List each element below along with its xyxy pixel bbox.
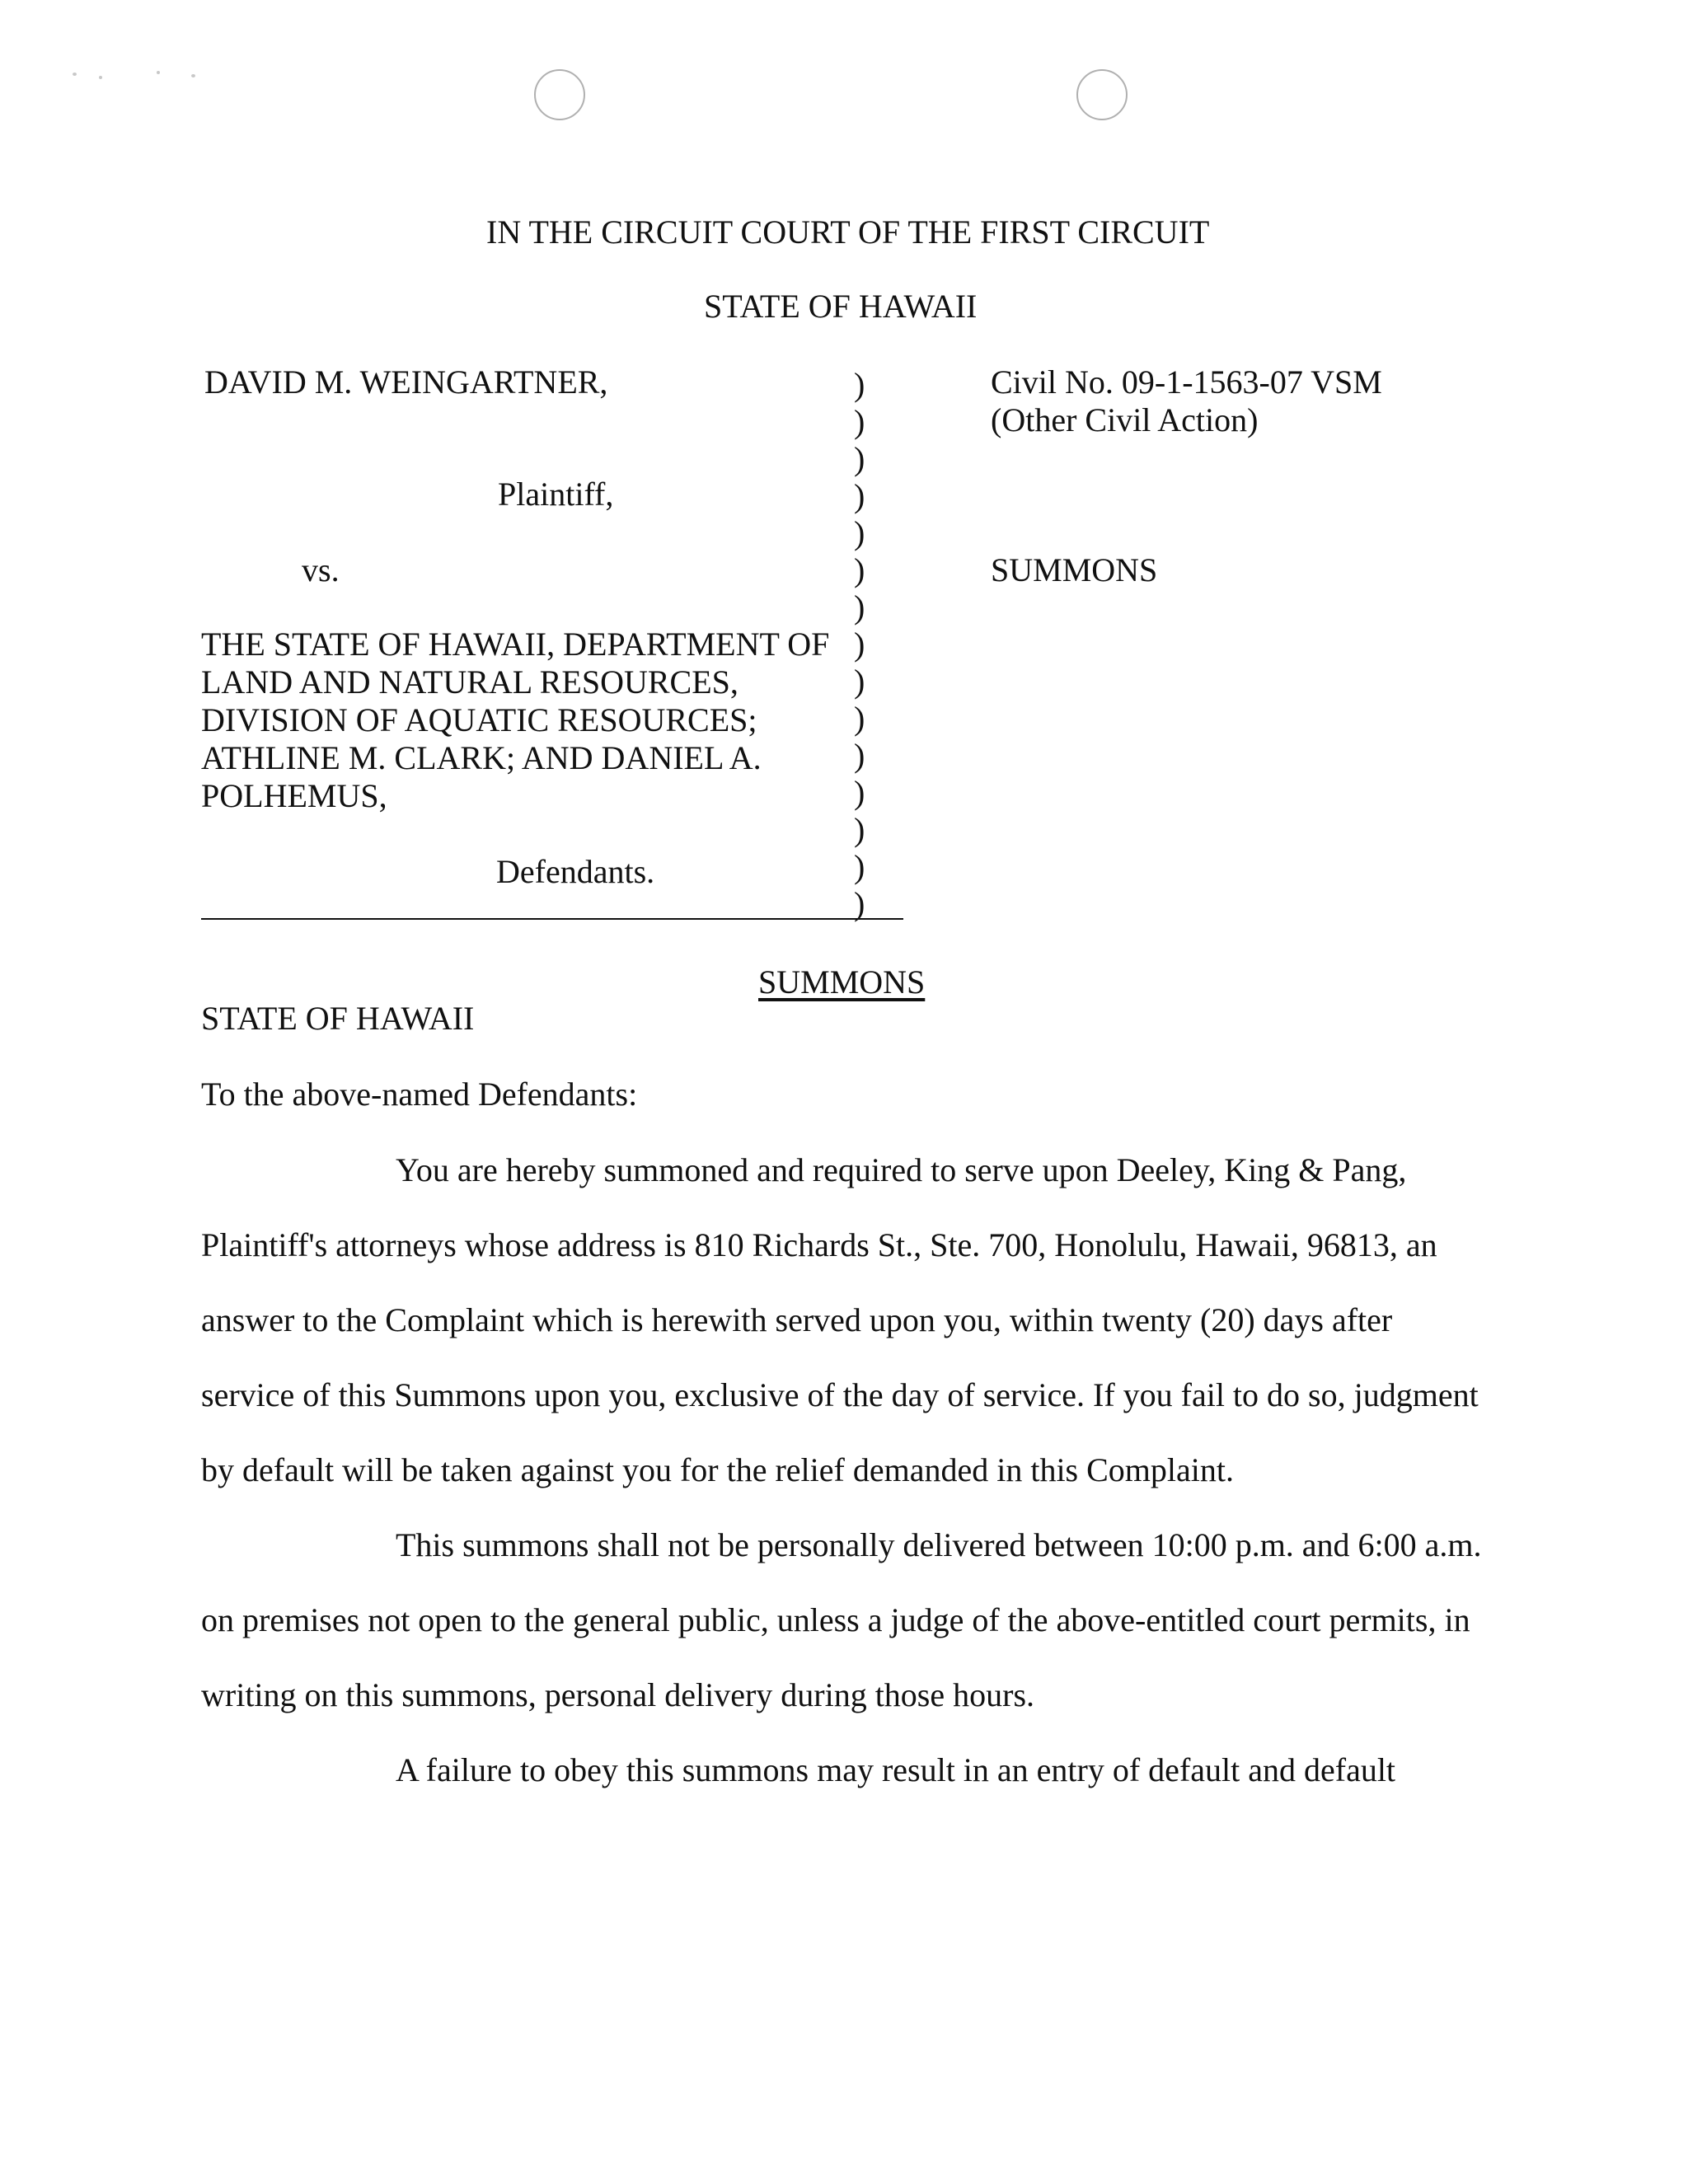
paragraph-text: This summons shall not be personally delivered between 10:00 p.m. and 6:00 a.m. — [396, 1526, 1482, 1563]
paragraph-line: by default will be taken against you for the relief demanded in this Complaint. — [201, 1451, 1235, 1488]
defendant-line: DIVISION OF AQUATIC RESOURCES; — [201, 701, 757, 738]
plaintiff-name: DAVID M. WEINGARTNER, — [204, 363, 608, 401]
salutation: To the above-named Defendants: — [201, 1076, 638, 1113]
scan-speck — [73, 73, 77, 76]
state-line: STATE OF HAWAII — [201, 1000, 475, 1037]
punch-hole-right — [1076, 69, 1128, 120]
paragraph-line — [201, 1732, 1487, 1807]
defendant-role: Defendants. — [496, 853, 655, 890]
defendant-line: POLHEMUS, — [201, 777, 387, 814]
defendant-line: ATHLINE M. CLARK; AND DANIEL A. — [201, 739, 762, 776]
scan-speck — [191, 74, 195, 77]
court-state: STATE OF HAWAII — [704, 288, 978, 325]
caption-paren: ) — [854, 551, 865, 588]
summons-heading: SUMMONS — [758, 963, 926, 1001]
caption-paren: ) — [854, 403, 865, 440]
paragraph-line: service of this Summons upon you, exclusive of the day of service. If you fail to do so, judgment — [201, 1376, 1479, 1413]
paragraph-line: answer to the Complaint which is herewith served upon you, within twenty (20) days after — [201, 1301, 1393, 1338]
scan-speck — [99, 76, 102, 79]
caption-paren: ) — [854, 811, 865, 848]
paragraph-line — [201, 1132, 1487, 1207]
caption-paren: ) — [854, 514, 865, 551]
document-type: SUMMONS — [991, 551, 1158, 588]
caption-paren: ) — [854, 885, 865, 922]
paragraph-text: You are hereby summoned and required to serve upon Deeley, King & Pang, — [396, 1151, 1407, 1188]
paragraph-default — [201, 1732, 1487, 1807]
plaintiff-role: Plaintiff, — [498, 476, 614, 513]
court-name: IN THE CIRCUIT COURT OF THE FIRST CIRCUIT — [486, 213, 1210, 251]
caption-paren: ) — [854, 848, 865, 885]
caption-paren: ) — [854, 626, 865, 663]
paragraph-text: A failure to obey this summons may result in an entry of default and default — [396, 1751, 1396, 1788]
defendant-line: LAND AND NATURAL RESOURCES, — [201, 663, 738, 701]
punch-hole-left — [534, 69, 585, 120]
caption-paren: ) — [854, 366, 865, 403]
caption-paren: ) — [854, 477, 865, 514]
paragraph-service — [201, 1132, 1487, 1507]
caption-paren: ) — [854, 774, 865, 811]
scan-speck — [157, 71, 160, 74]
defendant-line: THE STATE OF HAWAII, DEPARTMENT OF — [201, 626, 830, 663]
paragraph-line: writing on this summons, personal delivery during those hours. — [201, 1676, 1035, 1713]
paragraph-line: on premises not open to the general public, unless a judge of the above-entitled court permits, in — [201, 1601, 1470, 1638]
case-type: (Other Civil Action) — [991, 401, 1259, 438]
caption-paren: ) — [854, 737, 865, 774]
paragraph-delivery — [201, 1507, 1487, 1732]
caption-rule — [201, 918, 903, 920]
paragraph-line — [201, 1507, 1487, 1582]
paragraph-line: Plaintiff's attorneys whose address is 810 Richards St., Ste. 700, Honolulu, Hawaii, 96813, an — [201, 1226, 1437, 1263]
caption-paren: ) — [854, 440, 865, 477]
caption-paren: ) — [854, 663, 865, 700]
caption-paren-column — [854, 366, 887, 922]
case-number: Civil No. 09-1-1563-07 VSM — [991, 363, 1382, 401]
caption-paren: ) — [854, 588, 865, 626]
caption-paren: ) — [854, 700, 865, 737]
versus-label: vs. — [302, 551, 340, 588]
